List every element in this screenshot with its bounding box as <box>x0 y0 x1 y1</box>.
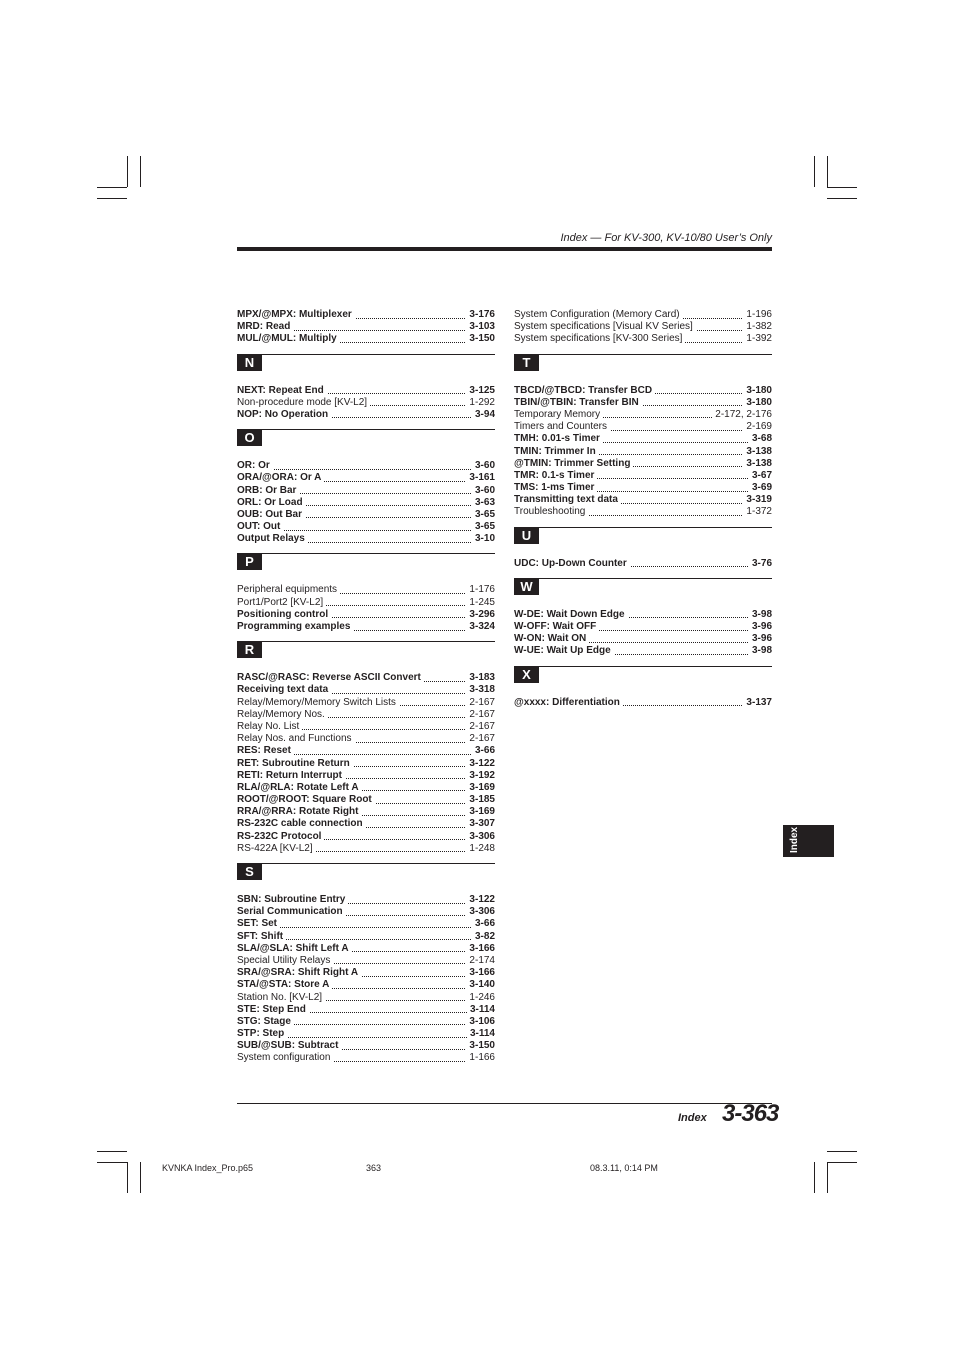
index-entry <box>237 1052 495 1064</box>
index-entry <box>514 621 772 633</box>
entry-term: Peripheral equipments <box>237 584 340 595</box>
entry-page: 3-10 <box>472 533 495 545</box>
index-entry <box>514 421 772 433</box>
index-entry <box>237 709 495 721</box>
entry-term: @TMIN: Trimmer Setting <box>514 458 633 469</box>
index-entry <box>237 509 495 521</box>
entry-term: SRA/@SRA: Shift Right A <box>237 967 361 978</box>
entry-term: System specifications [KV-300 Series] <box>514 333 685 344</box>
index-entry <box>514 409 772 421</box>
entry-term: Station No. [KV-L2] <box>237 992 325 1003</box>
entry-page: 3-96 <box>749 621 772 633</box>
entry-page: 3-180 <box>743 397 772 409</box>
entry-term: OUT: Out <box>237 521 283 532</box>
entry-page: 1-245 <box>466 597 495 609</box>
entry-page: 2-169 <box>743 421 772 433</box>
entry-page: 1-382 <box>743 321 772 333</box>
index-entry <box>514 697 772 709</box>
index-entry <box>237 1004 495 1016</box>
section-header <box>237 863 495 894</box>
entry-page: 1-246 <box>466 992 495 1004</box>
entry-term: OR: Or <box>237 460 273 471</box>
entry-page: 3-125 <box>466 385 495 397</box>
index-entry <box>237 472 495 484</box>
running-header: Index — For KV-300, KV-10/80 User’s Only <box>560 232 772 244</box>
entry-page: 1-372 <box>743 506 772 518</box>
index-entry <box>237 894 495 906</box>
entry-page: 3-150 <box>466 1040 495 1052</box>
entry-term: TMH: 0.01-s Timer <box>514 433 603 444</box>
index-section <box>514 578 772 658</box>
entry-term: STP: Step <box>237 1028 287 1039</box>
entry-term: SLA/@SLA: Shift Left A <box>237 943 352 954</box>
entry-term: ROOT/@ROOT: Square Root <box>237 794 375 805</box>
entry-term: Output Relays <box>237 533 308 544</box>
entry-page: 3-176 <box>466 309 495 321</box>
entry-page: 3-63 <box>472 497 495 509</box>
entry-term: RET: Subroutine Return <box>237 758 353 769</box>
index-entry <box>237 931 495 943</box>
index-entry <box>237 597 495 609</box>
entry-term: TBCD/@TBCD: Transfer BCD <box>514 385 655 396</box>
index-entry <box>237 843 495 855</box>
entry-page: 3-138 <box>743 446 772 458</box>
index-entry <box>514 446 772 458</box>
index-entry <box>237 521 495 533</box>
index-entry <box>237 609 495 621</box>
entry-term: OUB: Out Bar <box>237 509 305 520</box>
entry-page: 3-65 <box>472 509 495 521</box>
index-section <box>514 354 772 519</box>
section-header <box>237 553 495 584</box>
index-entry <box>514 494 772 506</box>
index-entry <box>237 309 495 321</box>
index-entry <box>514 397 772 409</box>
index-entry <box>514 558 772 570</box>
section-letter: S <box>237 864 262 880</box>
section-letter: P <box>237 554 262 570</box>
index-entry <box>237 497 495 509</box>
index-entry <box>237 943 495 955</box>
header-rule <box>237 247 772 251</box>
entry-term: RLA/@RLA: Rotate Left A <box>237 782 362 793</box>
index-entry <box>237 409 495 421</box>
index-entry <box>237 955 495 967</box>
section-letter: W <box>514 579 539 595</box>
entry-term: MRD: Read <box>237 321 293 332</box>
index-entry <box>237 321 495 333</box>
entry-term: MPX/@MPX: Multiplexer <box>237 309 355 320</box>
index-entry <box>514 645 772 657</box>
index-entry <box>514 482 772 494</box>
entry-page: 3-98 <box>749 645 772 657</box>
section-header <box>237 354 495 385</box>
index-entry <box>237 733 495 745</box>
entry-page: 3-137 <box>743 697 772 709</box>
entry-term: RS-232C Protocol <box>237 831 324 842</box>
index-entry <box>237 906 495 918</box>
section-letter: R <box>237 642 262 658</box>
index-entry <box>237 794 495 806</box>
index-entry <box>237 979 495 991</box>
index-entry <box>237 918 495 930</box>
index-section <box>237 354 495 422</box>
index-entry <box>514 385 772 397</box>
section-header <box>514 527 772 558</box>
entry-page: 3-161 <box>466 472 495 484</box>
index-entry <box>237 460 495 472</box>
section-letter: T <box>514 355 539 371</box>
entry-page: 3-66 <box>472 745 495 757</box>
entry-term: TMIN: Trimmer In <box>514 446 599 457</box>
entry-page: 3-169 <box>466 782 495 794</box>
entry-page: 2-174 <box>466 955 495 967</box>
entry-page: 1-166 <box>466 1052 495 1064</box>
index-entry <box>237 485 495 497</box>
slug-page: 363 <box>366 1163 382 1173</box>
entry-term: System specifications [Visual KV Series] <box>514 321 696 332</box>
entry-page: 3-69 <box>749 482 772 494</box>
entry-page: 3-82 <box>472 931 495 943</box>
index-entry <box>514 633 772 645</box>
entry-page: 2-167 <box>466 709 495 721</box>
footer-rule <box>237 1103 772 1104</box>
entry-term: Positioning control <box>237 609 331 620</box>
index-entry <box>514 609 772 621</box>
entry-term: ORA/@ORA: Or A <box>237 472 324 483</box>
entry-page: 3-319 <box>743 494 772 506</box>
entry-page: 3-169 <box>466 806 495 818</box>
entry-term: TMR: 0.1-s Timer <box>514 470 597 481</box>
index-entry <box>237 385 495 397</box>
entry-term: Relay No. List <box>237 721 302 732</box>
entry-term: Relay/Memory Nos. <box>237 709 328 720</box>
entry-term: Relay Nos. and Functions <box>237 733 355 744</box>
entry-page: 3-192 <box>466 770 495 782</box>
entry-term: TBIN/@TBIN: Transfer BIN <box>514 397 642 408</box>
index-section <box>237 641 495 855</box>
index-entry <box>237 758 495 770</box>
entry-term: @xxxx: Differentiation <box>514 697 623 708</box>
index-column-left <box>237 309 495 1065</box>
entry-page: 3-103 <box>466 321 495 333</box>
entry-page: 2-172, 2-176 <box>712 409 772 421</box>
entry-page: 3-94 <box>472 409 495 421</box>
page-number: 3-363 <box>722 1100 779 1127</box>
index-entry <box>237 992 495 1004</box>
entry-page: 1-392 <box>743 333 772 345</box>
entry-term: Special Utility Relays <box>237 955 333 966</box>
index-entry <box>237 621 495 633</box>
entry-page: 3-140 <box>466 979 495 991</box>
entry-term: Non-procedure mode [KV-L2] <box>237 397 370 408</box>
entry-page: 3-66 <box>472 918 495 930</box>
index-entry <box>237 806 495 818</box>
index-entry <box>237 831 495 843</box>
entry-page: 3-185 <box>466 794 495 806</box>
entry-term: Transmitting text data <box>514 494 621 505</box>
entry-page: 3-96 <box>749 633 772 645</box>
entry-page: 1-176 <box>466 584 495 596</box>
section-header <box>514 578 772 609</box>
entry-page: 1-248 <box>466 843 495 855</box>
index-section <box>514 666 772 709</box>
index-entry <box>237 684 495 696</box>
index-entry <box>237 818 495 830</box>
entry-term: TMS: 1-ms Timer <box>514 482 597 493</box>
index-entry <box>237 770 495 782</box>
index-section <box>514 527 772 570</box>
entry-term: RASC/@RASC: Reverse ASCII Convert <box>237 672 424 683</box>
section-header <box>237 641 495 672</box>
index-entry <box>237 333 495 345</box>
entry-page: 1-196 <box>743 309 772 321</box>
index-entry <box>237 1040 495 1052</box>
index-column-right <box>514 309 772 709</box>
side-tab-index[interactable] <box>783 825 834 857</box>
index-entry <box>237 782 495 794</box>
section-letter: U <box>514 528 539 544</box>
entry-term: UDC: Up-Down Counter <box>514 558 630 569</box>
index-entry <box>237 697 495 709</box>
entry-term: W-ON: Wait ON <box>514 633 589 644</box>
entry-page: 3-180 <box>743 385 772 397</box>
entry-page: 3-122 <box>466 894 495 906</box>
index-entry <box>514 309 772 321</box>
entry-term: System Configuration (Memory Card) <box>514 309 683 320</box>
entry-page: 3-150 <box>466 333 495 345</box>
entry-term: NEXT: Repeat End <box>237 385 327 396</box>
index-entry <box>237 397 495 409</box>
index-entry <box>237 1028 495 1040</box>
entry-term: Relay/Memory/Memory Switch Lists <box>237 697 399 708</box>
index-section <box>237 429 495 545</box>
entry-term: Timers and Counters <box>514 421 610 432</box>
section-letter: N <box>237 355 262 371</box>
entry-term: SBN: Subroutine Entry <box>237 894 348 905</box>
entry-term: W-UE: Wait Up Edge <box>514 645 614 656</box>
index-entry <box>237 533 495 545</box>
index-entry <box>514 506 772 518</box>
index-entry <box>237 745 495 757</box>
entry-page: 1-292 <box>466 397 495 409</box>
entry-page: 3-166 <box>466 943 495 955</box>
entry-term: Receiving text data <box>237 684 331 695</box>
entry-page: 3-114 <box>467 1028 495 1040</box>
entry-page: 3-98 <box>749 609 772 621</box>
index-entry <box>514 470 772 482</box>
entry-term: W-DE: Wait Down Edge <box>514 609 628 620</box>
section-letter: X <box>514 667 539 683</box>
index-section <box>237 863 495 1065</box>
entry-term: RS-422A [KV-L2] <box>237 843 316 854</box>
index-entry <box>237 672 495 684</box>
entry-term: RETI: Return Interrupt <box>237 770 345 781</box>
entry-term: ORL: Or Load <box>237 497 306 508</box>
slug-file: KVNKA Index_Pro.p65 <box>162 1163 254 1173</box>
entry-page: 2-167 <box>466 733 495 745</box>
entry-page: 3-60 <box>472 485 495 497</box>
entry-page: 3-324 <box>466 621 495 633</box>
slug-date: 08.3.11, 0:14 PM <box>590 1163 658 1173</box>
entry-page: 3-166 <box>466 967 495 979</box>
index-entry <box>237 584 495 596</box>
index-section <box>237 553 495 633</box>
entry-term: RS-232C cable connection <box>237 818 366 829</box>
entry-page: 3-114 <box>467 1004 495 1016</box>
entry-term: RES: Reset <box>237 745 294 756</box>
index-entry <box>514 458 772 470</box>
entry-term: Temporary Memory <box>514 409 603 420</box>
index-entry <box>237 1016 495 1028</box>
entry-page: 3-106 <box>466 1016 495 1028</box>
entry-term: SUB/@SUB: Subtract <box>237 1040 341 1051</box>
entry-term: SFT: Shift <box>237 931 286 942</box>
entry-page: 3-296 <box>466 609 495 621</box>
entry-page: 3-306 <box>466 831 495 843</box>
entry-term: Programming examples <box>237 621 353 632</box>
entry-term: Serial Communication <box>237 906 346 917</box>
entry-page: 3-67 <box>749 470 772 482</box>
footer-label: Index <box>678 1112 707 1124</box>
entry-term: STG: Stage <box>237 1016 294 1027</box>
entry-page: 3-183 <box>466 672 495 684</box>
entry-term: Port1/Port2 [KV-L2] <box>237 597 326 608</box>
index-entry <box>237 967 495 979</box>
index-entry <box>514 321 772 333</box>
entry-page: 3-65 <box>472 521 495 533</box>
index-entry <box>514 433 772 445</box>
entry-term: System configuration <box>237 1052 333 1063</box>
section-header <box>237 429 495 460</box>
side-tab-label: Index <box>789 826 800 853</box>
entry-page: 3-76 <box>749 558 772 570</box>
entry-page: 3-60 <box>472 460 495 472</box>
section-header <box>514 354 772 385</box>
index-entry <box>237 721 495 733</box>
entry-term: RRA/@RRA: Rotate Right <box>237 806 361 817</box>
entry-page: 3-306 <box>466 906 495 918</box>
entry-term: STA/@STA: Store A <box>237 979 332 990</box>
entry-page: 2-167 <box>466 721 495 733</box>
entry-term: Troubleshooting <box>514 506 588 517</box>
index-entry <box>514 333 772 345</box>
section-letter: O <box>237 430 262 446</box>
entry-term: NOP: No Operation <box>237 409 331 420</box>
entry-term: ORB: Or Bar <box>237 485 299 496</box>
entry-term: W-OFF: Wait OFF <box>514 621 599 632</box>
entry-page: 2-167 <box>466 697 495 709</box>
entry-term: STE: Step End <box>237 1004 309 1015</box>
entry-page: 3-122 <box>466 758 495 770</box>
entry-page: 3-138 <box>743 458 772 470</box>
entry-page: 3-318 <box>466 684 495 696</box>
section-header <box>514 666 772 697</box>
entry-page: 3-68 <box>749 433 772 445</box>
entry-page: 3-307 <box>466 818 495 830</box>
entry-term: MUL/@MUL: Multiply <box>237 333 340 344</box>
entry-term: SET: Set <box>237 918 280 929</box>
